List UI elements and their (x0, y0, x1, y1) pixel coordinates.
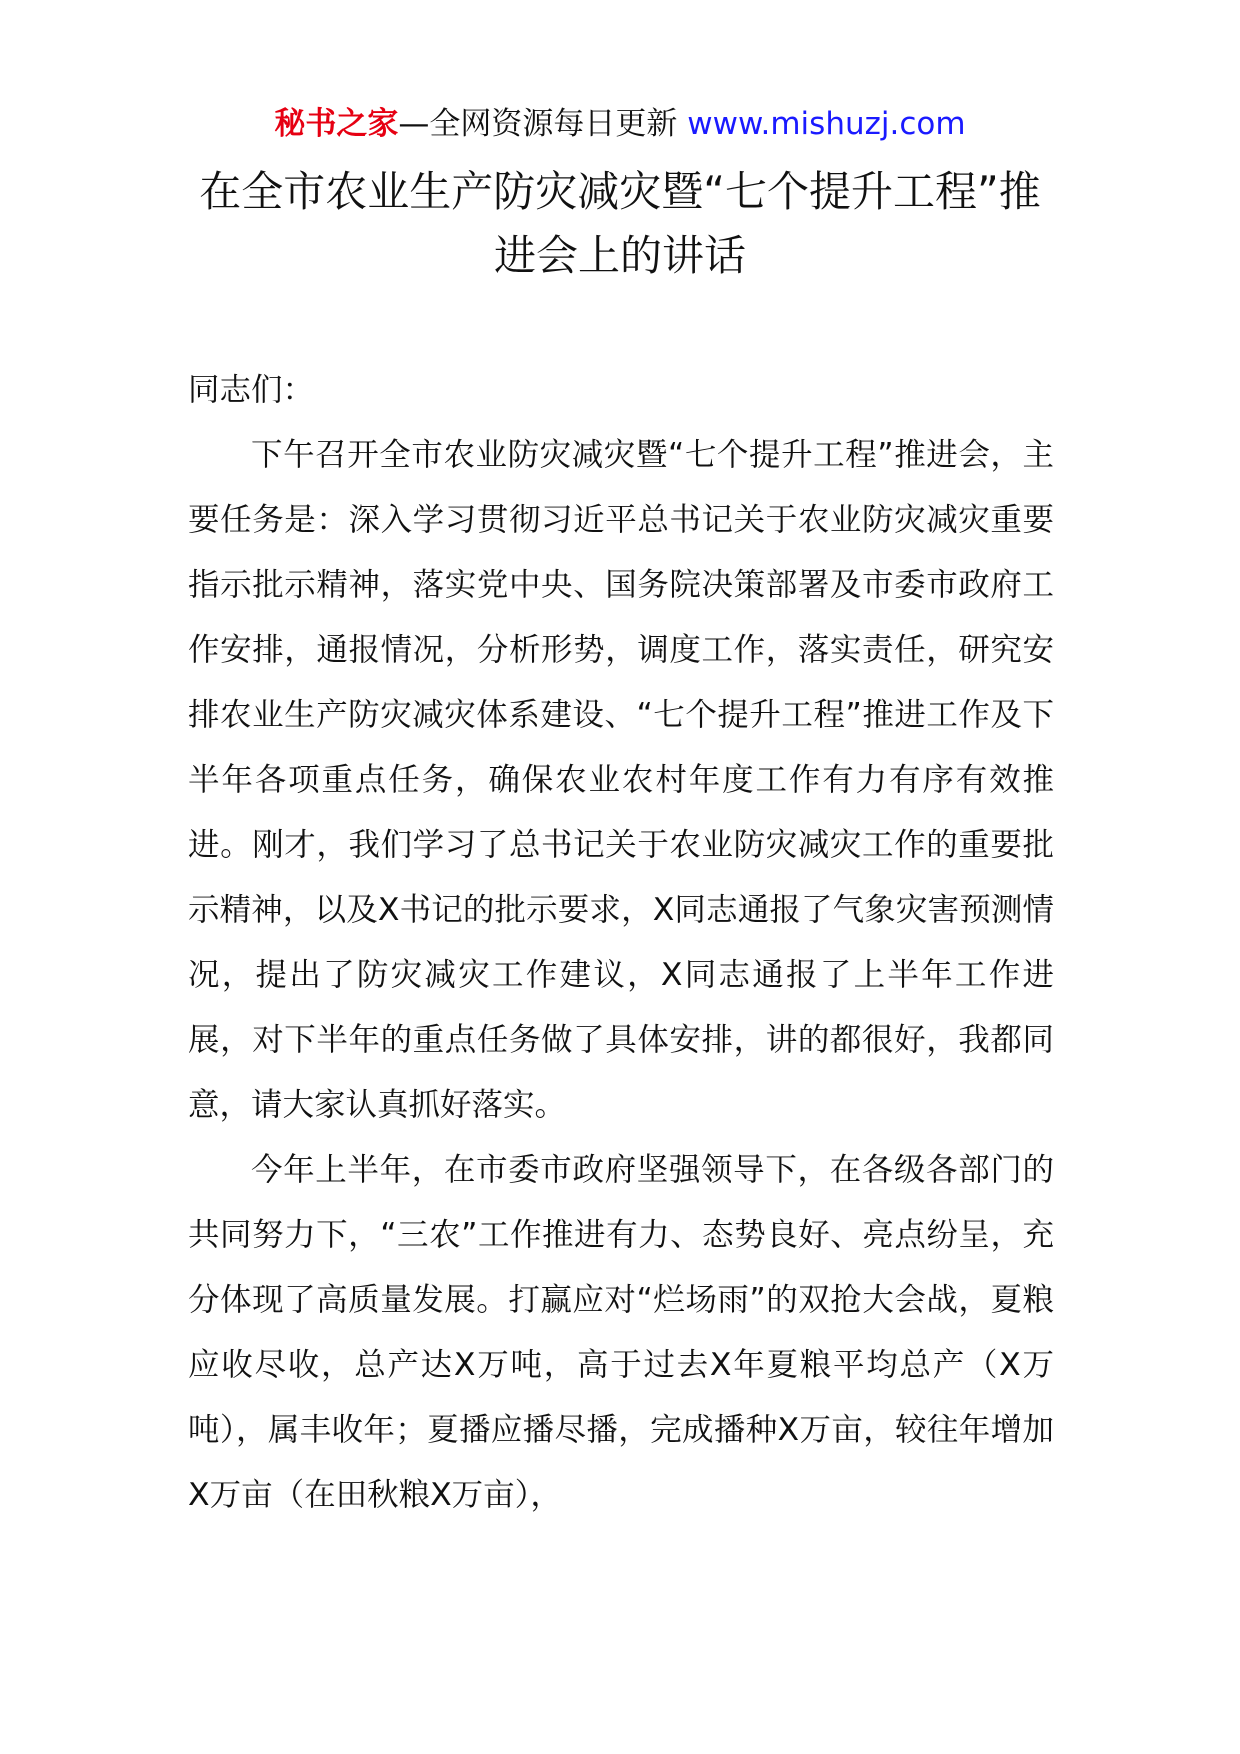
header-slogan: —全网资源每日更新 (398, 106, 678, 142)
salutation: 同志们： (188, 372, 315, 408)
watermark-header (0, 100, 1240, 148)
header-brand: 秘书之家 (274, 106, 399, 142)
document-title: 在全市农业生产防灾减灾暨“七个提升工程”推进会上的讲话 (199, 167, 1041, 280)
document-body (188, 358, 1054, 1528)
paragraph-1: 下午召开全市农业防灾减灾暨“七个提升工程”推进会，主要任务是：深入学习贯彻习近平总书记关于农业防灾减灾重要指示批示精神，落实党中央、国务院决策部署及市委市政府工作安排，通报情况，分析形势，调度工作，落实责任，研究安排农业生产防灾减灾体系建设、“七个提升工程”推进工作及下半年各项重点任务，确保农业农村年度工作有力有序有效推进。刚才，我们学习了总书记关于农业防灾减灾工作的重要批示精神，以及X书记的批示要求，X同志通报了气象灾害预测情况，提出了防灾减灾工作建议，X同志通报了上半年工作进展，对下半年的重点任务做了具体安排，讲的都很好，我都同意，请大家认真抓好落实。 (188, 437, 1054, 1123)
paragraph-2: 今年上半年，在市委市政府坚强领导下，在各级各部门的共同努力下，“三农”工作推进有力、态势良好、亮点纷呈，充分体现了高质量发展。打赢应对“烂场雨”的双抢大会战，夏粮应收尽收，总产达X万吨，高于过去X年夏粮平均总产（X万吨），属丰收年；夏播应播尽播，完成播种X万亩，较往年增加X万亩（在田秋粮X万亩）， (188, 1152, 1054, 1513)
header-site-url[interactable]: www.mishuzj.com (687, 106, 966, 142)
